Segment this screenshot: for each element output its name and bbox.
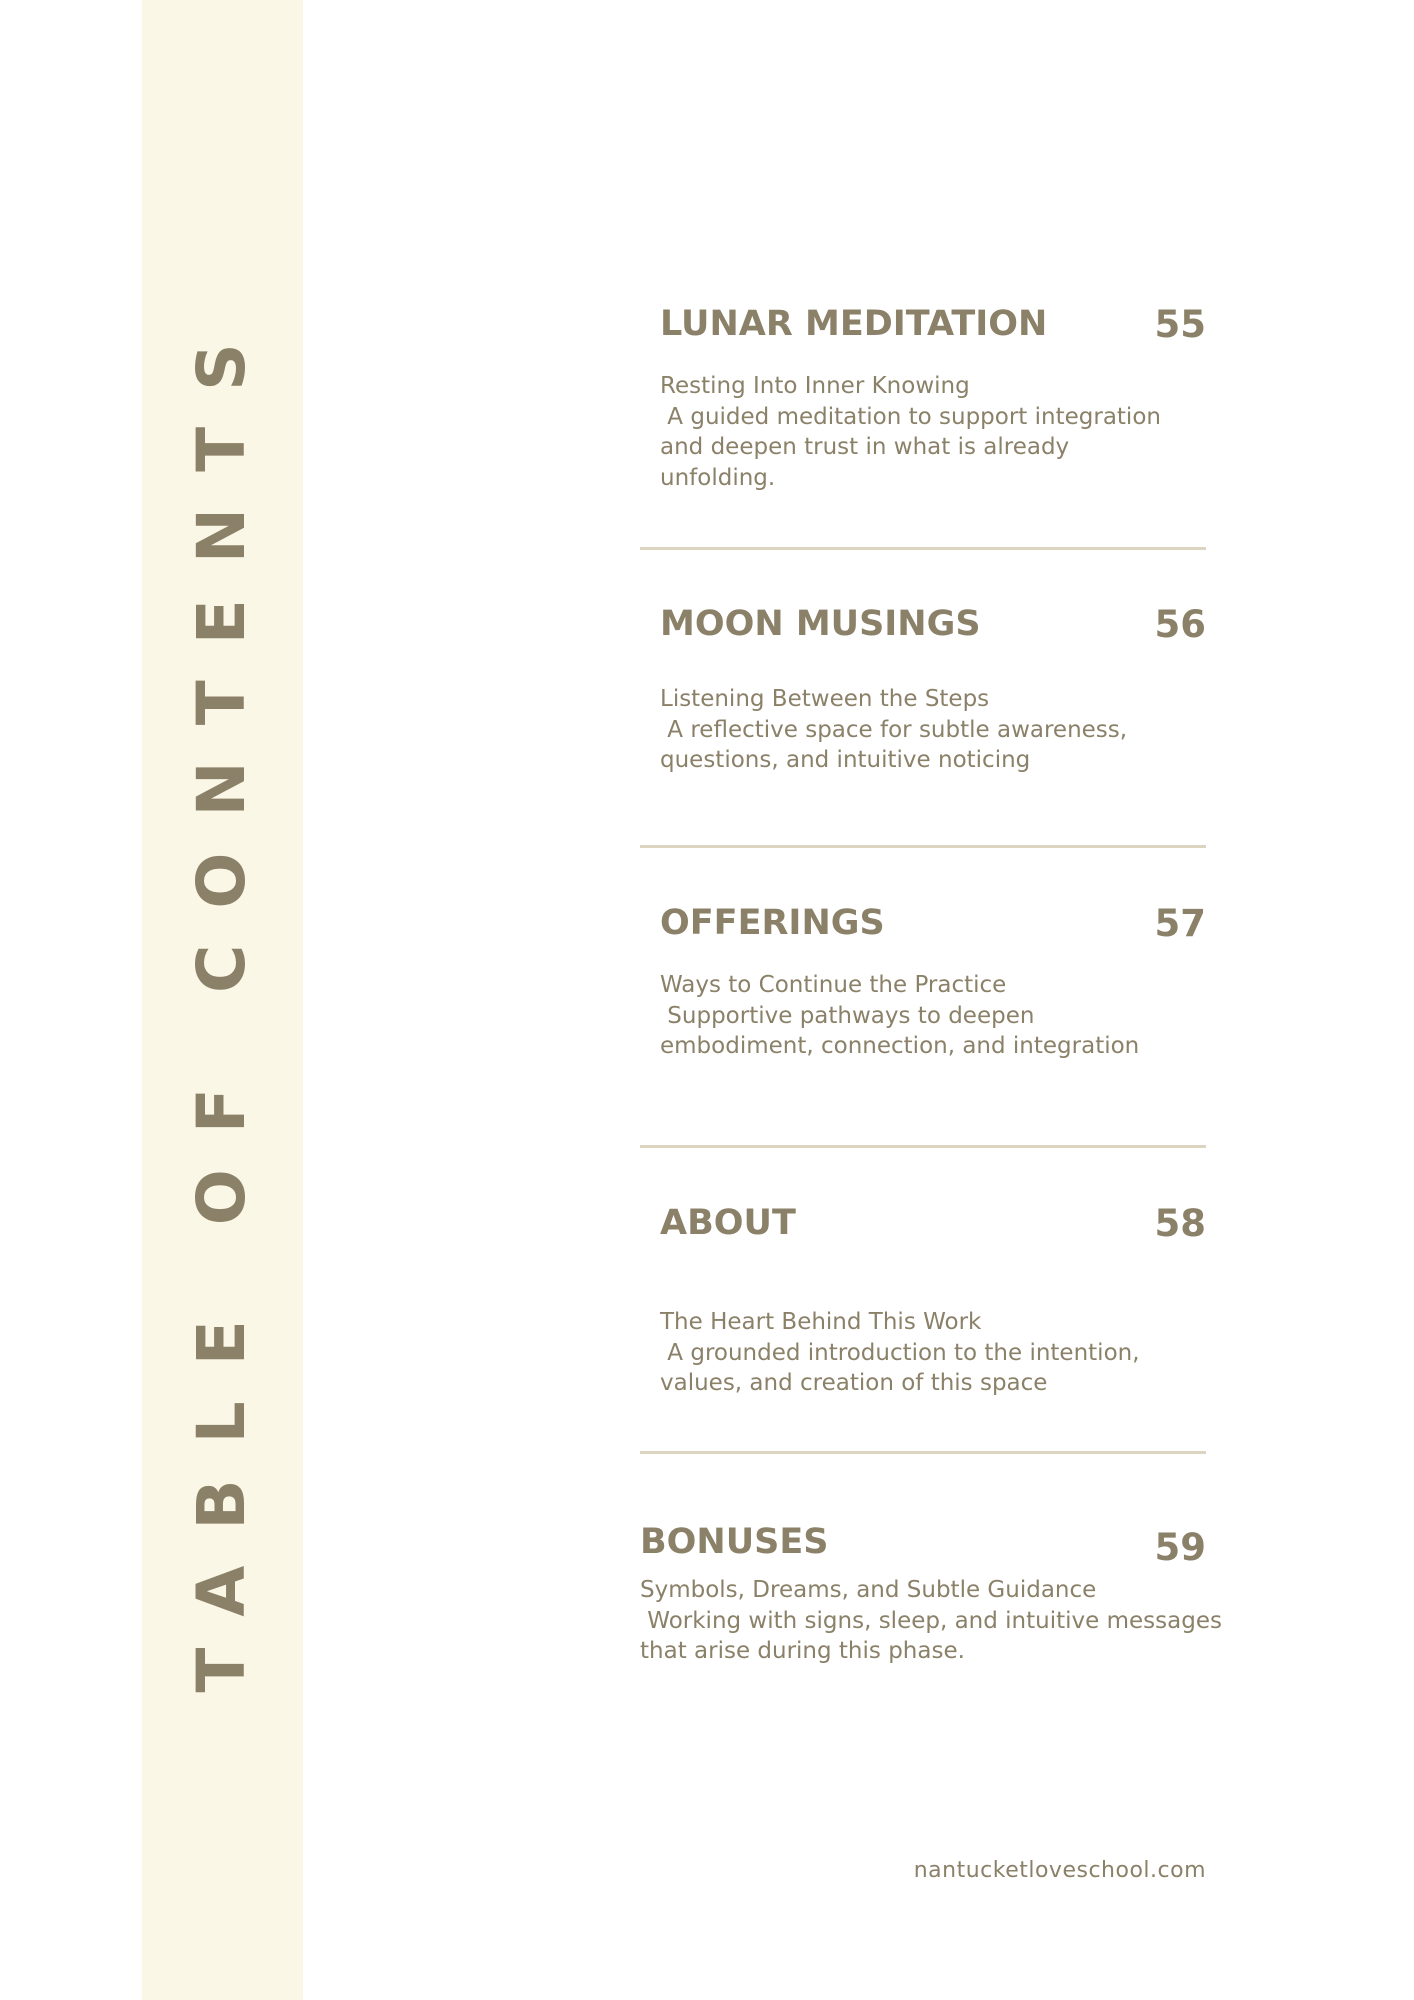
entry-page-offerings: 57	[1154, 902, 1206, 945]
entry-title-offerings: OFFERINGS	[660, 903, 885, 943]
entry-description-bonuses: Symbols, Dreams, and Subtle Guidance Working with signs, sleep, and intuitive messages that arise during this phase.	[640, 1577, 1222, 1664]
table-of-contents-heading: TABLE OF CONTENTS	[183, 307, 260, 1693]
entry-description-moon-musings: Listening Between the Steps A reflective space for subtle awareness, questions, and intuitive noticing	[660, 686, 1128, 773]
entry-title-about: ABOUT	[660, 1203, 796, 1243]
entry-title-lunar-meditation: LUNAR MEDITATION	[660, 304, 1048, 344]
footer-website-url: nantucketloveschool.com	[913, 1858, 1206, 1883]
divider	[640, 1451, 1206, 1454]
entry-page-about: 58	[1154, 1202, 1206, 1245]
entry-page-lunar-meditation: 55	[1154, 303, 1206, 346]
entry-page-bonuses: 59	[1154, 1526, 1206, 1569]
divider	[640, 547, 1206, 550]
entry-title-bonuses: BONUSES	[640, 1522, 829, 1562]
divider	[640, 1145, 1206, 1148]
entry-description-offerings: Ways to Continue the Practice Supportive pathways to deepen embodiment, connection, and integration	[660, 972, 1140, 1059]
entry-page-moon-musings: 56	[1154, 603, 1206, 646]
entry-description-about: The Heart Behind This Work A grounded introduction to the intention, values, and creation of this space	[660, 1309, 1140, 1396]
entry-title-moon-musings: MOON MUSINGS	[660, 604, 981, 644]
divider	[640, 845, 1206, 848]
entry-description-lunar-meditation: Resting Into Inner Knowing A guided meditation to support integration and deepen trust in what is already unfolding.	[660, 373, 1161, 491]
